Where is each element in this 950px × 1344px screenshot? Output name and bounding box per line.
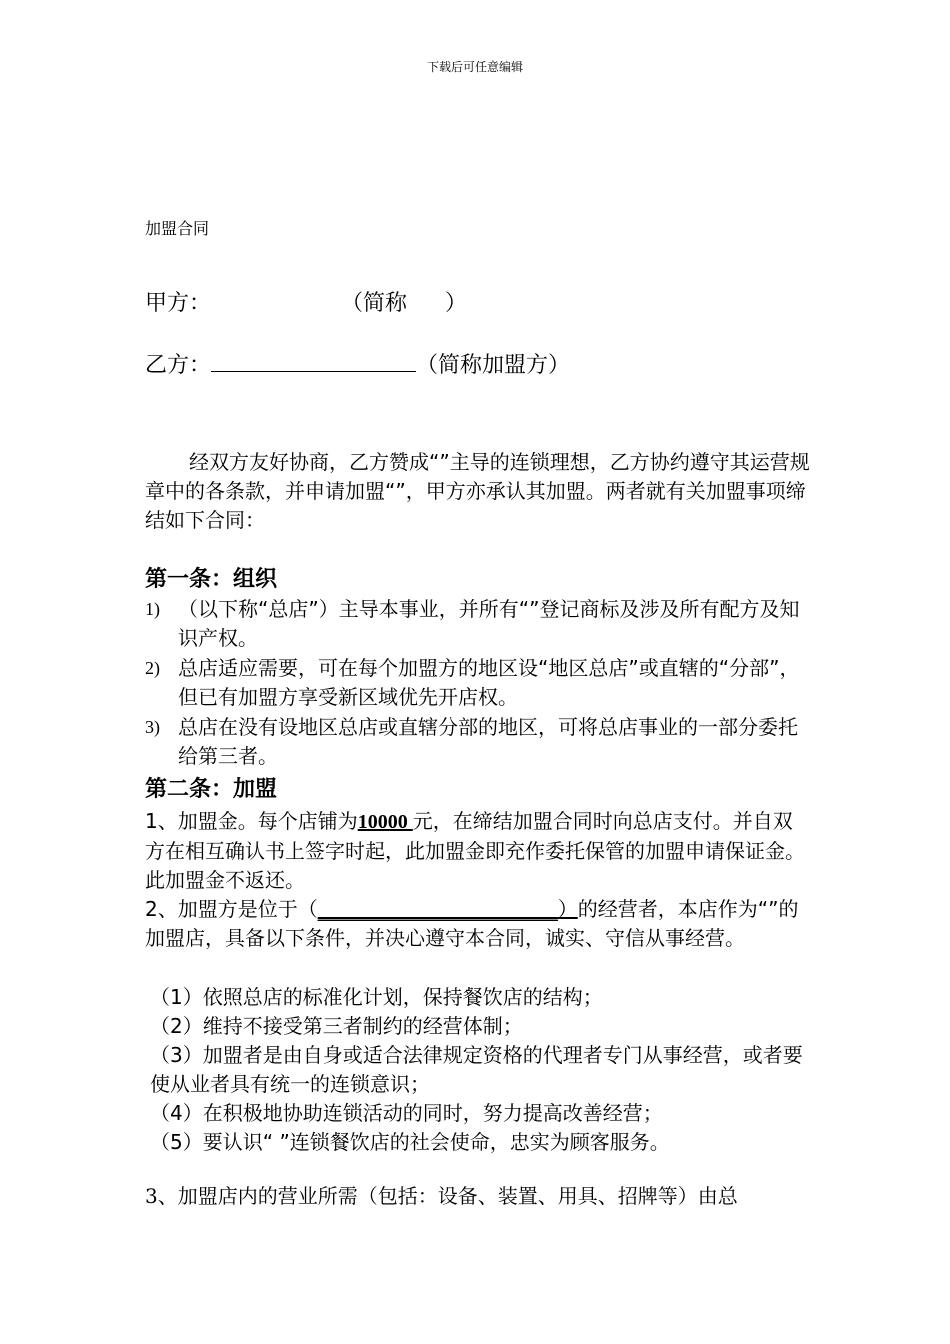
article-1-item <box>145 654 810 712</box>
fee-text-before: 1、加盟金。每个店铺为 <box>145 809 358 833</box>
party-a-abbr-open: （简称 <box>341 291 408 316</box>
party-a-line <box>145 286 467 317</box>
fee-text-after: 元，在缔结加盟合同时向总店支付。并自双方在相互确认书上签字时起，此加盟金即充作委托保管的加盟申请保证金。此加盟金不返还。 <box>145 809 805 892</box>
location-blank: ________________________ <box>317 897 558 921</box>
item-number: 2) <box>145 658 160 678</box>
document-title: 加盟合同 <box>145 219 210 238</box>
page-header-note: 下载后可任意编辑 <box>426 60 523 74</box>
intro-paragraph: 经双方友好协商，乙方赞成“”主导的连锁理想，乙方协约遵守其运营规章中的各条款，并申请加盟“”，甲方亦承认其加盟。两者就有关加盟事项缔结如下合同： <box>145 450 810 532</box>
condition-item: （2）维持不接受第三者制约的经营体制； <box>150 1014 523 1038</box>
article-1-item <box>145 713 810 771</box>
party-a-label: 甲方： <box>145 291 212 316</box>
franchisee-location-paragraph <box>145 895 810 953</box>
party-b-name-blank <box>211 353 416 372</box>
business-equipment-paragraph: 3、加盟店内的营业所需（包括：设备、装置、用具、招牌等）由总 <box>145 1184 738 1208</box>
item-text: 总店适应需要，可在每个加盟方的地区设“地区总店”或直辖的“分部”，但已有加盟方享受新区域优先开店权。 <box>178 656 800 709</box>
item-number: 3) <box>145 717 160 737</box>
item-number: 1) <box>145 599 160 619</box>
condition-item: （1）依照总店的标准化计划，保持餐饮店的结构； <box>150 985 603 1009</box>
party-b-label: 乙方： <box>145 353 212 378</box>
article-1-title: 第一条：组织 <box>145 567 278 592</box>
item-text: （以下称“总店”）主导本事业，并所有“”登记商标及涉及所有配方及知识产权。 <box>178 597 800 650</box>
condition-item: （4）在积极地协助连锁活动的同时，努力提高改善经营； <box>150 1101 663 1125</box>
party-b-line <box>145 348 570 379</box>
location-text-after: 的经营者，本店作为“”的加盟店，具备以下条件，并决心遵守本合同，诚实、守信从事经营。 <box>145 897 799 950</box>
item-text: 总店在没有设地区总店或直辖分部的地区，可将总店事业的一部分委托给第三者。 <box>178 715 798 768</box>
article-2-title: 第二条：加盟 <box>145 777 278 802</box>
condition-item: （3）加盟者是由自身或适合法律规定资格的代理者专门从事经营，或者要使从业者具有统一的连锁意识； <box>150 1043 803 1096</box>
location-close-paren: ） <box>557 897 578 921</box>
condition-item: （5）要认识“ ”连锁餐饮店的社会使命，忠实为顾客服务。 <box>150 1130 670 1154</box>
party-b-abbr: （简称加盟方） <box>416 353 571 378</box>
article-1-item <box>145 595 810 653</box>
party-a-abbr-close: ） <box>445 291 468 316</box>
franchise-fee-paragraph <box>145 807 810 895</box>
location-text-before: 2、加盟方是位于（ <box>145 897 318 921</box>
fee-amount: 10000 <box>357 811 413 833</box>
